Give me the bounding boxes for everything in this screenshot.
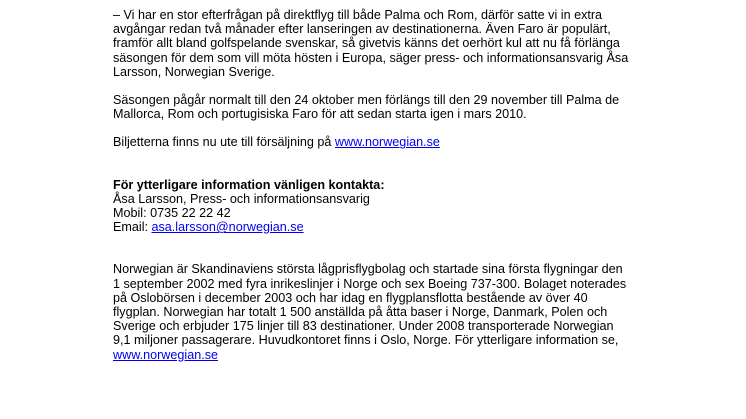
about-link-line [113,348,673,362]
about-line: Norwegian är Skandinaviens största lågprisflygbolag och startade sina första flygningar den [113,262,623,277]
about-link[interactable]: www.norwegian.se [113,347,218,362]
tickets-paragraph [113,135,673,149]
email-link[interactable]: asa.larsson@norwegian.se [151,220,304,235]
season-paragraph [113,93,673,121]
contact-mobile: Mobil: 0735 22 22 42 [113,206,231,221]
about-line: 9,1 miljoner passagerare. Huvudkontoret finns i Oslo, Norge. För ytterligare information se, [113,333,619,348]
tickets-link[interactable]: www.norwegian.se [334,135,440,150]
about-line: flygplan. Norwegian har totalt 1 500 anställda på åtta baser i Norge, Danmark, Polen och [113,305,608,320]
email-label: Email: [113,220,152,235]
season-line: Säsongen pågår normalt till den 24 oktober men förlängs till den 29 november till Palma de [113,93,620,108]
contact-heading: För ytterligare information vänligen kontakta: [113,177,385,192]
contact-block [113,178,673,235]
document-body [113,8,673,362]
quote-line: – Vi har en stor efterfrågan på direktflyg till både Palma och Rom, därför satte vi in extra [113,8,603,22]
quote-line: framför allt bland golfspelande svenskar, så givetvis känns det oerhört kul att nu få förlänga [113,36,620,51]
quote-line: säsongen för dem som vill möta hösten i Europa, säger press- och informationsansvarig Åsa [113,50,629,65]
quote-line: Larsson, Norwegian Sverige. [113,64,275,79]
season-line: Mallorca, Rom och portugisiska Faro för att sedan starta igen i mars 2010. [113,107,527,122]
about-line: Sverige och erbjuder 175 linjer till 83 destinationer. Under 2008 transporterade Norwegian [113,319,614,334]
contact-name: Åsa Larsson, Press- och informationsansvarig [113,191,370,206]
about-line: 1 september 2002 med fyra inrikeslinjer i Norge och sex Boeing 737-300. Bolaget noterades [113,276,627,291]
quote-line: avgångar redan två månader efter lanseringen av destinationerna. Även Faro är populärt, [113,22,611,37]
about-paragraph [113,262,673,361]
tickets-text: Biljetterna finns nu ute till försäljning på [113,135,335,150]
about-line: på Oslobörsen i december 2003 och har idag en flygplansflotta bestående av över 40 [113,290,588,305]
contact-email-line [113,220,673,234]
quote-paragraph [113,8,673,79]
